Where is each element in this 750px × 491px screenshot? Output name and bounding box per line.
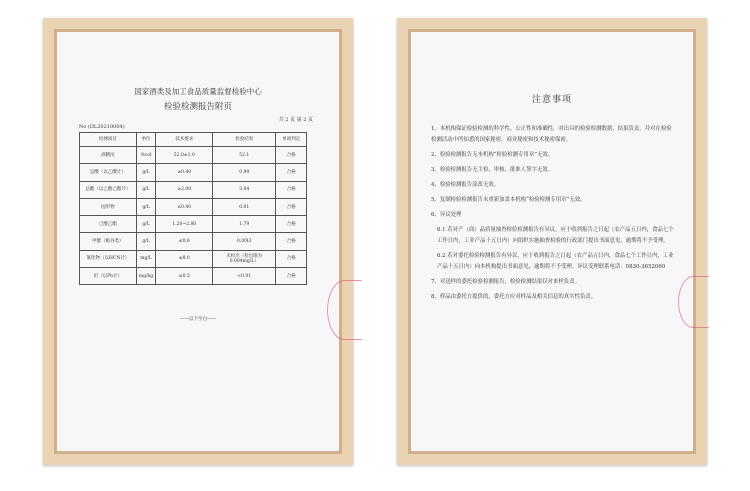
header-judgement: 单项判定 <box>276 133 307 147</box>
cell-item: 铅（以Pb计） <box>80 268 137 285</box>
right-document-page <box>411 32 693 451</box>
report-title: 检验检测报告附页 <box>163 102 232 112</box>
cell-unit: g/L <box>136 181 156 198</box>
cell-requirement: ≤0.5 <box>156 268 213 285</box>
table-row <box>80 250 307 267</box>
cell-requirement: ≤0.6 <box>156 233 213 250</box>
cell-result: 未检出（检出限为0.004mg/L） <box>213 250 276 267</box>
cell-requirement: ≥2.00 <box>156 181 213 198</box>
cell-requirement: 52.0±1.0 <box>156 147 213 164</box>
notice-item: 5、复制检验检测报告未重新加盖本机构“检验检测专用章”无效。 <box>431 197 586 203</box>
notice-item: 2、检验检测报告无本机构“检验检测专用章”无效。 <box>431 152 554 158</box>
cell-requirement: ≤0.40 <box>156 198 213 215</box>
cell-judgement: 合格 <box>276 216 307 233</box>
cell-unit: g/L <box>136 164 156 181</box>
cell-unit: g/L <box>136 198 156 215</box>
results-table <box>79 132 307 285</box>
notice-list <box>431 124 675 307</box>
table-row <box>80 233 307 250</box>
notice-title: 注意事项 <box>531 95 572 105</box>
notice-item: 6、异议处理 <box>431 212 462 218</box>
partial-seal-stamp <box>327 280 362 340</box>
institution-name: 国家酒类及加工食品质量监督检验中心 <box>134 87 262 96</box>
cell-judgement: 合格 <box>276 233 307 250</box>
table-header-row <box>80 133 307 147</box>
cell-item: 总酸（以乙酸计） <box>80 164 137 181</box>
cell-item: 酒精度 <box>80 147 137 164</box>
cell-unit: %vol <box>136 147 156 164</box>
cell-unit: g/L <box>136 216 156 233</box>
cell-judgement: 合格 <box>276 181 307 198</box>
cell-item: 氰化物（以HCN计） <box>80 250 137 267</box>
cell-unit: mg/kg <box>136 268 156 285</box>
table-row <box>80 198 307 215</box>
cell-result: 3.04 <box>213 181 276 198</box>
table-row <box>80 268 307 285</box>
header-item: 检测项目 <box>80 133 137 147</box>
cell-result: 0.01 <box>213 198 276 215</box>
right-frame <box>397 18 707 465</box>
cell-requirement: ≤8.0 <box>156 250 213 267</box>
cell-result: 52.1 <box>213 147 276 164</box>
notice-subitem: 6.1 若对产（商）品质量抽查检验检测报告有异议，应于收到报告之日起（农产品五日内，食品七个工作日内，工业产品十五日内）向组织实施抽查检验的行政部门提出书面意见，逾期将不予受理。 <box>437 227 674 244</box>
blank-below-note: ——以下空白—— <box>180 317 216 322</box>
cell-unit: mg/L <box>136 250 156 267</box>
cell-judgement: 合格 <box>276 198 307 215</box>
notice-item: 8、样品由委托方提供的，委托方应对样品及相关信息的真实性负责。 <box>431 294 597 300</box>
cell-item: 总酯（以乙酸乙酯计） <box>80 181 137 198</box>
page-info: 共 2 页 第 2 页 <box>278 117 313 123</box>
left-frame <box>43 18 353 465</box>
notice-item: 3、检验检测报告无主检、审核、批准人签字无效。 <box>431 167 554 173</box>
table-row <box>80 147 307 164</box>
table-row <box>80 164 307 181</box>
header-result: 检验结果 <box>213 133 276 147</box>
cell-requirement: 1.20~2.80 <box>156 216 213 233</box>
right-mat <box>408 29 696 454</box>
report-number: No (DL20210004) <box>79 124 125 130</box>
cell-judgement: 合格 <box>276 250 307 267</box>
table-row <box>80 181 307 198</box>
cell-unit: g/L <box>136 233 156 250</box>
table-row <box>80 216 307 233</box>
header-unit: 单位 <box>136 133 156 147</box>
notice-subitem: 6.2 若对委托检验检测报告有异议，应于收到报告之日起（农产品五日内，食品七个工作日内，工业产品十五日内）向本机构提出书面意见，逾期将不予受理。异议受理联系电话：0830-3652060 <box>437 253 674 270</box>
cell-requirement: ≥0.40 <box>156 164 213 181</box>
cell-result: <0.01 <box>213 268 276 285</box>
notice-item: 7、对送样的委托检验检测报告，检验检测结果仅对来样负责。 <box>431 279 580 285</box>
cell-item: 甲醇（粮谷类） <box>80 233 137 250</box>
cell-result: 1.79 <box>213 216 276 233</box>
cell-judgement: 合格 <box>276 164 307 181</box>
cell-judgement: 合格 <box>276 268 307 285</box>
notice-item: 1、本机构保证检验检测的科学性、公正性和准确性，对出具的检验检测数据、结果负责，并对在检验检测活动中所知悉的国家秘密、商业秘密和技术秘密保密。 <box>431 126 672 143</box>
cell-judgement: 合格 <box>276 147 307 164</box>
partial-seal-stamp <box>678 276 709 328</box>
left-mat <box>54 29 342 454</box>
cell-item: 己酸乙酯 <box>80 216 137 233</box>
notice-item: 4、检验检测报告涂改无效。 <box>431 182 500 188</box>
header-requirement: 技术要求 <box>156 133 213 147</box>
cell-result: 0.99 <box>213 164 276 181</box>
cell-item: 固形物 <box>80 198 137 215</box>
cell-result: 0.0f43 <box>213 233 276 250</box>
left-document-page <box>57 32 339 451</box>
